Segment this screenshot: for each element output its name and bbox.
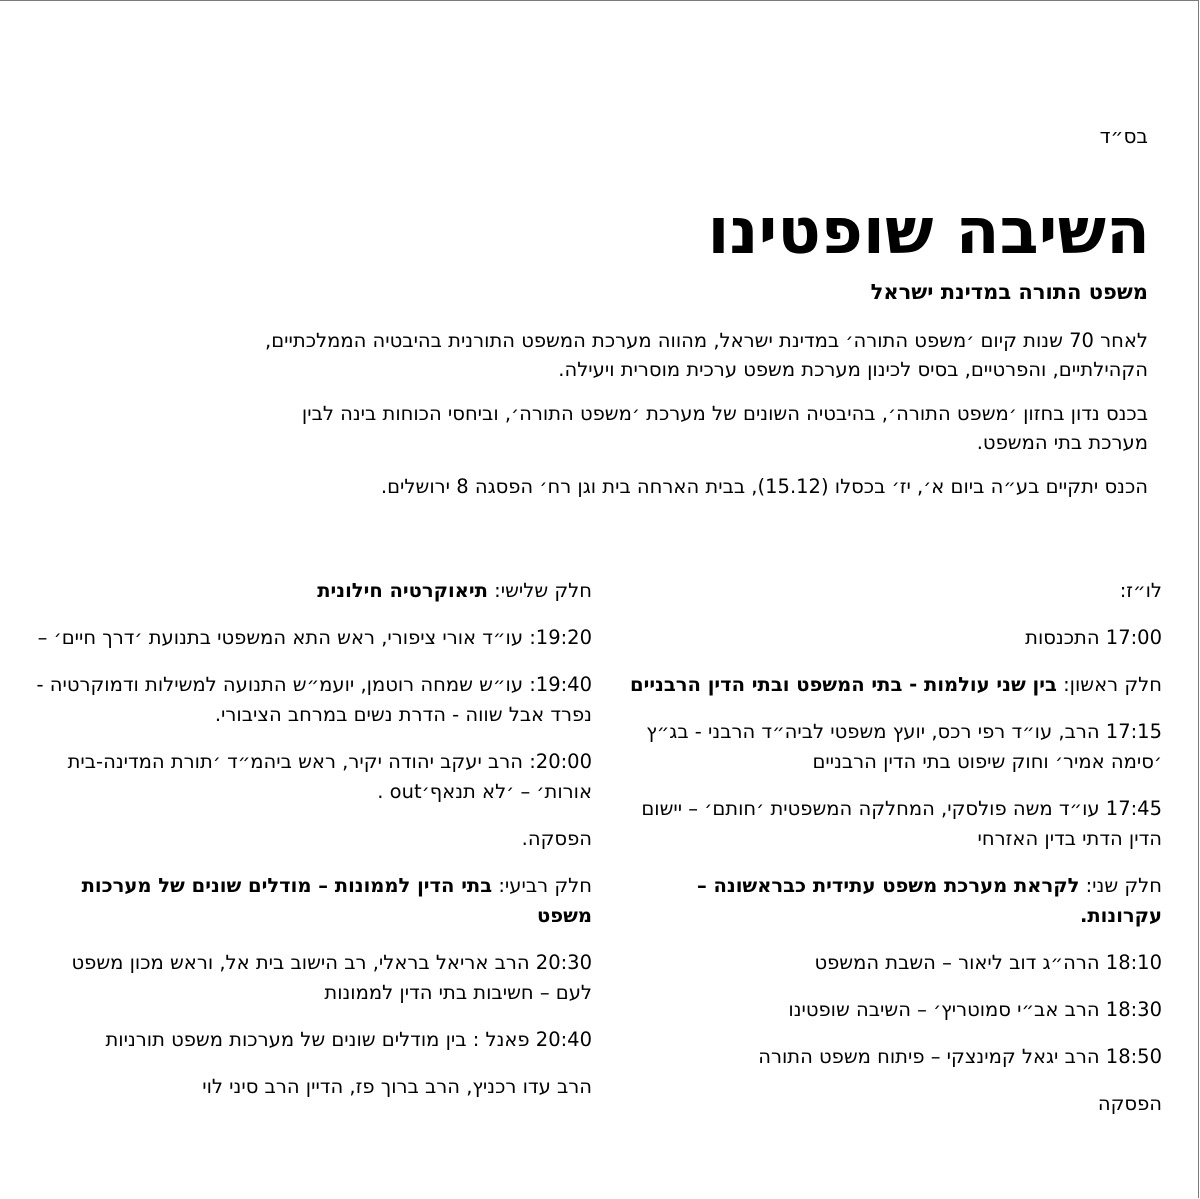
part-prefix: חלק רביעי:: [492, 874, 592, 897]
schedule-item: 18:30 הרב אב״י סמוטריץ׳ – השיבה שופטינו: [788, 998, 1162, 1021]
schedule-item: 17:15 הרב, עו״ד רפי רכס, יועץ משפטי לביה״ד הרבני - בג״ץ ׳סימה אמיר׳ וחוק שיפוט בתי הדין הרבניים: [646, 720, 1162, 773]
part-title: תיאוקרטיה חילונית: [317, 579, 488, 602]
part-title: לקראת מערכת משפט עתידית כבראשונה – עקרונות.: [696, 874, 1162, 927]
part-heading: [622, 670, 1162, 700]
schedule-label: לו״ז:: [1119, 579, 1162, 602]
intro-paragraph: בכנס נדון בחזון ׳משפט התורה׳, בהיבטיה השונים של מערכת ׳משפט התורה׳, וביחסי הכוחות בינה לבין מערכת בתי המשפט.: [301, 402, 1148, 454]
schedule-column-left: [36, 576, 592, 1119]
panel-participants: הרב עדו רכניץ, הרב ברוך פז, הדיין הרב סיני לוי: [202, 1075, 592, 1098]
schedule-item: 18:10 הרה״ג דוב ליאור – השבת המשפט: [814, 951, 1162, 974]
break-label: הפסקה: [1097, 1092, 1162, 1115]
part-prefix: חלק שני:: [1079, 874, 1162, 897]
part-title: בין שני עולמות - בתי המשפט ובתי הדין הרבניים: [630, 673, 1057, 696]
bsd-header: בס״ד: [1099, 124, 1148, 148]
intro-paragraph: לאחר 70 שנות קיום ׳משפט התורה׳ במדינת ישראל, מהווה מערכת המשפט התורנית בהיבטיה הממלכתיים, הקהילתיים, והפרטיים, בסיס לכינון מערכת משפט ערכית מוסרית ויעילה.: [265, 329, 1148, 381]
schedule-item: 17:45 עו״ד משה פולסקי, המחלקה המשפטית ׳חותם׳ – יישום הדין הדתי בדין האזרחי: [641, 797, 1162, 850]
break-label: הפסקה.: [521, 827, 592, 850]
part-heading: [622, 871, 1162, 931]
part-title: בתי הדין לממונות – מודלים שונים של מערכות משפט: [81, 874, 592, 927]
schedule-item: 20:30 הרב אריאל בראלי, רב הישוב בית אל, וראש מכון משפט לעם – חשיבות בתי הדין לממונות: [71, 951, 592, 1004]
schedule-item: 20:40 פאנל : בין מודלים שונים של מערכות משפט תורניות: [105, 1028, 592, 1051]
schedule-item: 18:50 הרב יגאל קמינצקי – פיתוח משפט התורה: [758, 1045, 1162, 1068]
part-heading: [36, 871, 592, 931]
part-prefix: חלק שלישי:: [487, 579, 592, 602]
schedule-column-right: [622, 576, 1162, 1136]
schedule-item: 19:40: עו״ש שמחה רוטמן, יועמ״ש התנועה למשילות ודמוקרטיה - נפרד אבל שווה - הדרת נשים במרחב הציבורי.: [36, 673, 592, 726]
intro-paragraph: הכנס יתקיים בע״ה ביום א׳, יז׳ בכסלו (15.12), בבית הארחה בית וגן רח׳ הפסגה 8 ירושלים.: [380, 475, 1148, 498]
intro-section: [238, 326, 1148, 516]
page-subtitle: משפט התורה במדינת ישראל: [870, 280, 1148, 304]
part-prefix: חלק ראשון:: [1056, 673, 1162, 696]
part-heading: [36, 576, 592, 606]
schedule-item: 20:00: הרב יעקב יהודה יקיר, ראש ביהמ״ד ׳תורת המדינה-בית אורות׳ – ׳לא תנאף׳out .: [67, 750, 592, 803]
page-title: השיבה שופטינו: [707, 195, 1150, 269]
schedule-item: 19:20: עו״ד אורי ציפורי, ראש התא המשפטי בתנועת ׳דרך חיים׳ –: [37, 626, 592, 649]
schedule-item: 17:00 התכנסות: [1025, 626, 1162, 649]
